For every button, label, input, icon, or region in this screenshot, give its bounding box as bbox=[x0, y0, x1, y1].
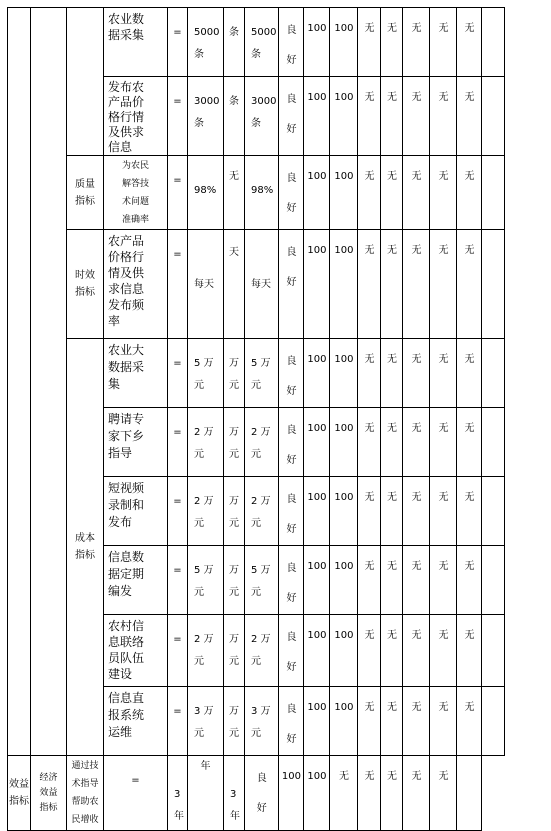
target-value: 2 万 元 bbox=[188, 477, 224, 546]
blank-cell bbox=[482, 615, 505, 687]
blank-cell bbox=[482, 477, 505, 546]
none-cell: 无 bbox=[403, 477, 430, 546]
none-cell: 无 bbox=[403, 156, 430, 230]
target-value: 3000 条 bbox=[188, 77, 224, 156]
level3-cell-blank bbox=[67, 8, 104, 156]
actual-value: 5 万 元 bbox=[245, 546, 279, 615]
actual-score: 100 bbox=[330, 156, 358, 230]
table-row bbox=[8, 230, 505, 339]
operator-cell: = bbox=[168, 156, 188, 230]
actual-score: 100 bbox=[330, 546, 358, 615]
none-cell: 无 bbox=[457, 408, 482, 477]
none-cell: 无 bbox=[403, 546, 430, 615]
none-cell: 无 bbox=[358, 756, 381, 831]
actual-value: 每天 bbox=[245, 230, 279, 339]
none-cell: 无 bbox=[381, 687, 403, 756]
none-cell: 无 bbox=[403, 687, 430, 756]
actual-score: 100 bbox=[304, 756, 330, 831]
operator-cell: = bbox=[168, 615, 188, 687]
target-value: 每天 bbox=[188, 230, 224, 339]
none-cell: 无 bbox=[381, 615, 403, 687]
none-cell: 无 bbox=[358, 339, 381, 408]
actual-value: 2 万 元 bbox=[245, 615, 279, 687]
table-row bbox=[8, 756, 505, 831]
indicator-name: 短视频 录制和 发布 bbox=[104, 477, 168, 546]
category-cost: 成本 指标 bbox=[67, 339, 104, 756]
none-cell: 无 bbox=[430, 408, 457, 477]
none-cell: 无 bbox=[457, 230, 482, 339]
operator-cell: = bbox=[168, 546, 188, 615]
table-row bbox=[8, 8, 505, 77]
none-cell: 无 bbox=[330, 756, 358, 831]
indicator-name: 聘请专 家下乡 指导 bbox=[104, 408, 168, 477]
rating-cell: 良 好 bbox=[279, 687, 304, 756]
performance-indicator-table bbox=[7, 7, 505, 831]
none-cell: 无 bbox=[403, 8, 430, 77]
none-cell: 无 bbox=[430, 77, 457, 156]
none-cell: 无 bbox=[457, 8, 482, 77]
target-value: 3 年 bbox=[168, 756, 188, 831]
none-cell: 无 bbox=[430, 230, 457, 339]
none-cell: 无 bbox=[403, 77, 430, 156]
none-cell: 无 bbox=[430, 339, 457, 408]
none-cell: 无 bbox=[430, 546, 457, 615]
actual-score: 100 bbox=[330, 615, 358, 687]
none-cell: 无 bbox=[358, 230, 381, 339]
level1-cell-blank bbox=[8, 8, 31, 756]
actual-score: 100 bbox=[330, 477, 358, 546]
category-quality: 质量 指标 bbox=[67, 156, 104, 230]
operator-cell: = bbox=[168, 8, 188, 77]
category-effect: 效益 指标 bbox=[8, 756, 31, 831]
blank-cell bbox=[482, 230, 505, 339]
none-cell: 无 bbox=[358, 687, 381, 756]
weight-score: 100 bbox=[304, 687, 330, 756]
none-cell: 无 bbox=[358, 546, 381, 615]
none-cell: 无 bbox=[358, 615, 381, 687]
blank-cell bbox=[482, 546, 505, 615]
indicator-name: 通过技 术指导 帮助农 民增收 bbox=[67, 756, 104, 831]
none-cell: 无 bbox=[430, 687, 457, 756]
weight-score: 100 bbox=[304, 546, 330, 615]
unit-cell: 万 元 bbox=[224, 408, 245, 477]
category-timeliness: 时效 指标 bbox=[67, 230, 104, 339]
none-cell: 无 bbox=[358, 408, 381, 477]
unit-cell: 万 元 bbox=[224, 477, 245, 546]
none-cell: 无 bbox=[403, 230, 430, 339]
weight-score: 100 bbox=[304, 156, 330, 230]
rating-cell: 良 好 bbox=[279, 339, 304, 408]
weight-score: 100 bbox=[304, 230, 330, 339]
blank-cell bbox=[482, 687, 505, 756]
none-cell: 无 bbox=[403, 339, 430, 408]
operator-cell: = bbox=[168, 339, 188, 408]
actual-score: 100 bbox=[330, 687, 358, 756]
table-row bbox=[8, 339, 505, 408]
none-cell: 无 bbox=[403, 615, 430, 687]
weight-score: 100 bbox=[279, 756, 304, 831]
actual-value: 5000 条 bbox=[245, 8, 279, 77]
target-value: 5 万 元 bbox=[188, 339, 224, 408]
indicator-name: 农业大 数据采 集 bbox=[104, 339, 168, 408]
none-cell: 无 bbox=[358, 8, 381, 77]
actual-value: 98% bbox=[245, 156, 279, 230]
weight-score: 100 bbox=[304, 615, 330, 687]
weight-score: 100 bbox=[304, 77, 330, 156]
actual-value: 2 万 元 bbox=[245, 408, 279, 477]
unit-cell: 条 bbox=[224, 77, 245, 156]
unit-cell: 万 元 bbox=[224, 615, 245, 687]
actual-score: 100 bbox=[330, 230, 358, 339]
none-cell: 无 bbox=[430, 615, 457, 687]
blank-cell bbox=[457, 756, 482, 831]
table-row bbox=[8, 156, 505, 230]
actual-value: 3000 条 bbox=[245, 77, 279, 156]
none-cell: 无 bbox=[381, 156, 403, 230]
operator-cell: = bbox=[168, 77, 188, 156]
unit-cell: 万 元 bbox=[224, 546, 245, 615]
none-cell: 无 bbox=[381, 339, 403, 408]
none-cell: 无 bbox=[457, 546, 482, 615]
indicator-name: 为农民 解答技 术问题 准确率 bbox=[104, 156, 168, 230]
actual-score: 100 bbox=[330, 408, 358, 477]
indicator-name: 信息直 报系统 运维 bbox=[104, 687, 168, 756]
actual-value: 2 万 元 bbox=[245, 477, 279, 546]
level2-cell-blank bbox=[31, 8, 67, 756]
none-cell: 无 bbox=[381, 756, 403, 831]
none-cell: 无 bbox=[457, 687, 482, 756]
none-cell: 无 bbox=[381, 8, 403, 77]
operator-cell: = bbox=[168, 687, 188, 756]
operator-cell: = bbox=[168, 408, 188, 477]
unit-cell: 万 元 bbox=[224, 687, 245, 756]
rating-cell: 良 好 bbox=[279, 156, 304, 230]
target-value: 3 万 元 bbox=[188, 687, 224, 756]
unit-cell: 天 bbox=[224, 230, 245, 339]
rating-cell: 良 好 bbox=[279, 615, 304, 687]
weight-score: 100 bbox=[304, 477, 330, 546]
indicator-name: 发布农 产品价 格行情 及供求 信息 bbox=[104, 77, 168, 156]
none-cell: 无 bbox=[381, 408, 403, 477]
none-cell: 无 bbox=[430, 477, 457, 546]
target-value: 2 万 元 bbox=[188, 408, 224, 477]
blank-cell bbox=[482, 339, 505, 408]
weight-score: 100 bbox=[304, 8, 330, 77]
target-value: 98% bbox=[188, 156, 224, 230]
target-value: 5000 条 bbox=[188, 8, 224, 77]
rating-cell: 良 好 bbox=[279, 230, 304, 339]
rating-cell: 良 好 bbox=[279, 77, 304, 156]
target-value: 2 万 元 bbox=[188, 615, 224, 687]
none-cell: 无 bbox=[403, 408, 430, 477]
none-cell: 无 bbox=[381, 546, 403, 615]
indicator-name: 农村信 息联络 员队伍 建设 bbox=[104, 615, 168, 687]
none-cell: 无 bbox=[430, 756, 457, 831]
actual-score: 100 bbox=[330, 77, 358, 156]
unit-cell: 年 bbox=[188, 756, 224, 831]
rating-cell: 良 好 bbox=[279, 408, 304, 477]
none-cell: 无 bbox=[430, 156, 457, 230]
none-cell: 无 bbox=[457, 477, 482, 546]
blank-cell bbox=[482, 408, 505, 477]
none-cell: 无 bbox=[457, 615, 482, 687]
actual-score: 100 bbox=[330, 339, 358, 408]
indicator-name: 农产品 价格行 情及供 求信息 发布频 率 bbox=[104, 230, 168, 339]
actual-value: 5 万 元 bbox=[245, 339, 279, 408]
indicator-name: 信息数 据定期 编发 bbox=[104, 546, 168, 615]
category-economic: 经济 效益 指标 bbox=[31, 756, 67, 831]
none-cell: 无 bbox=[457, 156, 482, 230]
actual-value: 3 万 元 bbox=[245, 687, 279, 756]
rating-cell: 良 好 bbox=[245, 756, 279, 831]
unit-cell: 无 bbox=[224, 156, 245, 230]
none-cell: 无 bbox=[430, 8, 457, 77]
none-cell: 无 bbox=[358, 156, 381, 230]
none-cell: 无 bbox=[381, 477, 403, 546]
none-cell: 无 bbox=[457, 77, 482, 156]
none-cell: 无 bbox=[457, 339, 482, 408]
operator-cell: = bbox=[168, 477, 188, 546]
unit-cell: 万 元 bbox=[224, 339, 245, 408]
blank-cell bbox=[482, 8, 505, 77]
none-cell: 无 bbox=[358, 77, 381, 156]
none-cell: 无 bbox=[403, 756, 430, 831]
weight-score: 100 bbox=[304, 408, 330, 477]
target-value: 5 万 元 bbox=[188, 546, 224, 615]
operator-cell: = bbox=[104, 756, 168, 831]
rating-cell: 良 好 bbox=[279, 546, 304, 615]
indicator-name: 农业数 据采集 bbox=[104, 8, 168, 77]
rating-cell: 良 好 bbox=[279, 477, 304, 546]
blank-cell bbox=[482, 77, 505, 156]
blank-cell bbox=[482, 156, 505, 230]
actual-score: 100 bbox=[330, 8, 358, 77]
unit-cell: 条 bbox=[224, 8, 245, 77]
rating-cell: 良 好 bbox=[279, 8, 304, 77]
actual-value: 3 年 bbox=[224, 756, 245, 831]
operator-cell: = bbox=[168, 230, 188, 339]
weight-score: 100 bbox=[304, 339, 330, 408]
none-cell: 无 bbox=[381, 230, 403, 339]
none-cell: 无 bbox=[358, 477, 381, 546]
none-cell: 无 bbox=[381, 77, 403, 156]
